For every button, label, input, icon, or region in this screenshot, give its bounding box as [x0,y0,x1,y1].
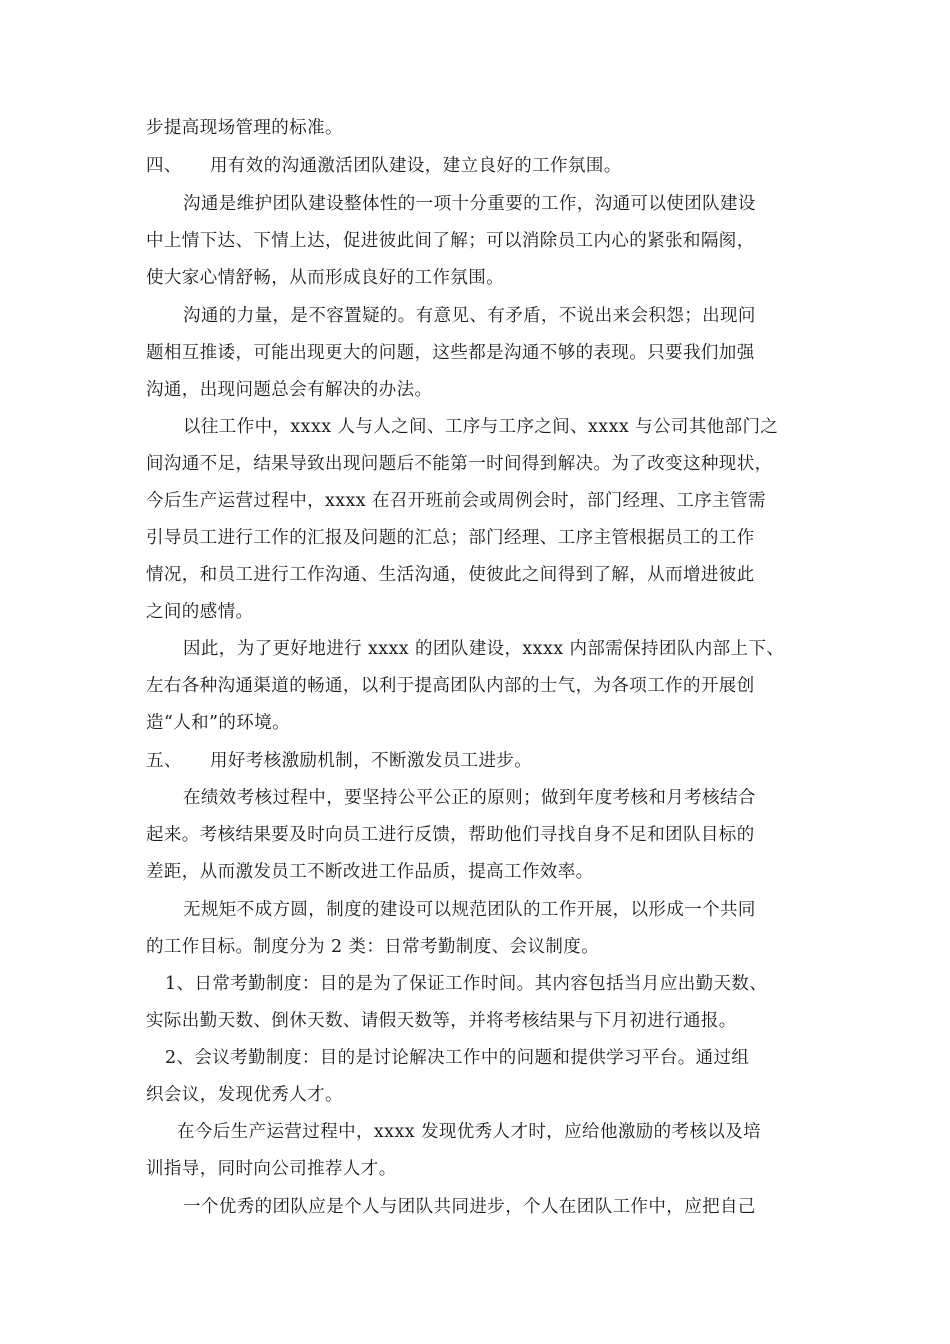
paragraph-line: 沟通是维护团队建设整体性的一项十分重要的工作，沟通可以使团队建设 [183,194,756,214]
paragraph-line: 在今后生产运营过程中，xxxx 发现优秀人才时，应给他激励的考核以及培 [177,1122,762,1142]
paragraph-line: 中上情下达、下情上达，促进彼此间了解；可以消除员工内心的紧张和隔阂， [146,231,755,251]
paragraph-line: 以往工作中，xxxx 人与人之间、工序与工序之间、xxxx 与公司其他部门之 [183,417,779,437]
paragraph-line: 引导员工进行工作的汇报及问题的汇总；部门经理、工序主管根据员工的工作 [146,528,755,548]
section-title: 用好考核激励机制，不断激发员工进步。 [210,751,533,771]
paragraph-line: 在绩效考核过程中，要坚持公平公正的原则；做到年度考核和月考核结合 [183,788,756,808]
paragraph-line: 差距，从而激发员工不断改进工作品质，提高工作效率。 [146,862,594,882]
section-number: 四、 [146,156,182,176]
section-heading-4 [146,154,622,178]
paragraph-line: 使大家心情舒畅，从而形成良好的工作氛围。 [146,268,504,288]
paragraph-line: 起来。考核结果要及时向员工进行反馈，帮助他们寻找自身不足和团队目标的 [146,825,755,845]
list-item: 2、会议考勤制度：目的是讨论解决工作中的问题和提供学习平台。通过组 [165,1048,750,1068]
paragraph-line: 造“人和”的环境。 [146,713,290,733]
section-title: 用有效的沟通激活团队建设，建立良好的工作氛围。 [210,156,622,176]
paragraph-line: 一个优秀的团队应是个人与团队共同进步，个人在团队工作中，应把自己 [183,1197,756,1217]
paragraph-line: 沟通，出现问题总会有解决的办法。 [146,380,433,400]
paragraph-line: 步提高现场管理的标准。 [146,118,343,138]
list-item: 1、日常考勤制度：目的是为了保证工作时间。其内容包括当月应出勤天数、 [165,974,768,994]
paragraph-line: 题相互推诿，可能出现更大的问题，这些都是沟通不够的表现。只要我们加强 [146,343,755,363]
paragraph-line: 今后生产运营过程中，xxxx 在召开班前会或周例会时，部门经理、工序主管需 [146,491,766,511]
section-number: 五、 [146,751,182,771]
paragraph-line: 左右各种沟通渠道的畅通，以利于提高团队内部的士气，为各项工作的开展创 [146,676,755,696]
paragraph-line: 织会议，发现优秀人才。 [146,1085,343,1105]
paragraph-line: 训指导，同时向公司推荐人才。 [146,1159,397,1179]
paragraph-line: 间沟通不足，结果导致出现问题后不能第一时间得到解决。为了改变这种现状， [146,454,773,474]
paragraph-line: 情况，和员工进行工作沟通、生活沟通，使彼此之间得到了解，从而增进彼此 [146,565,755,585]
section-heading-5 [146,749,532,773]
paragraph-line: 实际出勤天数、倒休天数、请假天数等，并将考核结果与下月初进行通报。 [146,1011,737,1031]
paragraph-line: 之间的感情。 [146,602,254,622]
paragraph-line: 沟通的力量，是不容置疑的。有意见、有矛盾，不说出来会积怨；出现问 [183,306,756,326]
paragraph-line: 因此，为了更好地进行 xxxx 的团队建设，xxxx 内部需保持团队内部上下、 [183,639,785,659]
paragraph-line: 的工作目标。制度分为 2 类：日常考勤制度、会议制度。 [146,937,600,957]
paragraph-line: 无规矩不成方圆，制度的建设可以规范团队的工作开展，以形成一个共同 [183,900,756,920]
